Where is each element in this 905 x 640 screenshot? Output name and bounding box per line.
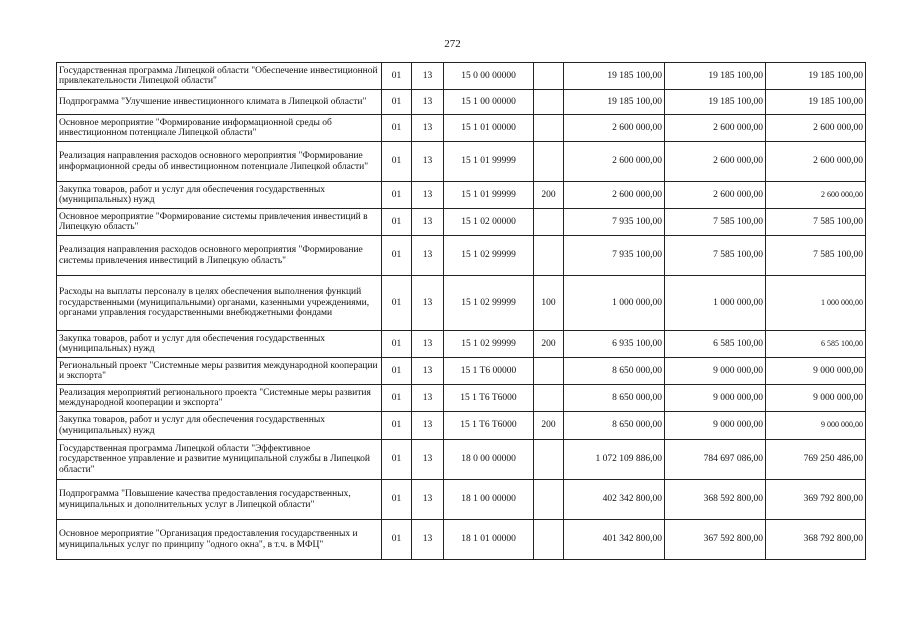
section-cell: 01 [382,440,412,480]
amount-year2-cell: 2 600 000,00 [665,142,766,182]
amount-year1-cell: 6 935 100,00 [564,331,665,358]
row-name-cell: Государственная программа Липецкой области "Эффективное государственное управление и развитие муниципальной службы в Липецкой области" [57,440,382,480]
target-article-cell: 15 1 T6 T6000 [444,385,534,412]
amount-year2-cell: 19 185 100,00 [665,63,766,90]
table-row [57,63,866,90]
expense-type-cell [534,480,564,520]
section-cell: 01 [382,209,412,236]
target-article-cell: 15 1 02 99999 [444,276,534,331]
subsection-cell: 13 [412,63,444,90]
amount-year3-cell: 7 585 100,00 [766,236,866,276]
target-article-cell: 18 1 00 00000 [444,480,534,520]
target-article-cell: 15 0 00 00000 [444,63,534,90]
amount-year3-cell: 2 600 000,00 [766,115,866,142]
expense-type-cell [534,90,564,115]
amount-year1-cell: 402 342 800,00 [564,480,665,520]
subsection-cell: 13 [412,520,444,560]
subsection-cell: 13 [412,182,444,209]
table-row [57,142,866,182]
amount-year2-cell: 9 000 000,00 [665,385,766,412]
section-cell: 01 [382,182,412,209]
amount-year3-cell: 6 585 100,00 [766,331,866,358]
amount-year1-cell: 2 600 000,00 [564,182,665,209]
subsection-cell: 13 [412,90,444,115]
page-number: 272 [444,38,461,50]
expense-type-cell: 200 [534,331,564,358]
target-article-cell: 15 1 T6 00000 [444,358,534,385]
section-cell: 01 [382,63,412,90]
section-cell: 01 [382,115,412,142]
amount-year3-cell: 9 000 000,00 [766,385,866,412]
row-name-cell: Основное мероприятие "Организация предоставления государственных и муниципальных услуг по принципу "одного окна", в т.ч. в МФЦ" [57,520,382,560]
target-article-cell: 15 1 02 99999 [444,331,534,358]
row-name-cell: Расходы на выплаты персоналу в целях обеспечения выполнения функций государственными (муниципальными) органами, казенными учреждениями, органами управления государственными внебюджетными фондами [57,276,382,331]
table-row [57,331,866,358]
table-row [57,276,866,331]
table-row [57,236,866,276]
amount-year2-cell: 9 000 000,00 [665,358,766,385]
row-name-cell: Региональный проект "Системные меры развития международной кооперации и экспорта" [57,358,382,385]
amount-year1-cell: 2 600 000,00 [564,115,665,142]
amount-year2-cell: 2 600 000,00 [665,115,766,142]
expense-type-cell: 200 [534,182,564,209]
table-row [57,385,866,412]
amount-year1-cell: 1 000 000,00 [564,276,665,331]
table-row [57,209,866,236]
subsection-cell: 13 [412,331,444,358]
amount-year2-cell: 6 585 100,00 [665,331,766,358]
amount-year3-cell: 769 250 486,00 [766,440,866,480]
expense-type-cell [534,63,564,90]
amount-year1-cell: 8 650 000,00 [564,385,665,412]
amount-year1-cell: 7 935 100,00 [564,209,665,236]
table-row [57,440,866,480]
amount-year3-cell: 2 600 000,00 [766,142,866,182]
row-name-cell: Закупка товаров, работ и услуг для обеспечения государственных (муниципальных) нужд [57,412,382,440]
amount-year2-cell: 7 585 100,00 [665,209,766,236]
expense-type-cell [534,358,564,385]
section-cell: 01 [382,520,412,560]
subsection-cell: 13 [412,440,444,480]
expense-type-cell [534,209,564,236]
section-cell: 01 [382,358,412,385]
amount-year1-cell: 2 600 000,00 [564,142,665,182]
target-article-cell: 15 1 01 99999 [444,142,534,182]
amount-year1-cell: 8 650 000,00 [564,412,665,440]
row-name-cell: Закупка товаров, работ и услуг для обеспечения государственных (муниципальных) нужд [57,182,382,209]
subsection-cell: 13 [412,276,444,331]
row-name-cell: Реализация направления расходов основного мероприятия "Формирование информационной среды об инвестиционном потенциале Липецкой области" [57,142,382,182]
budget-table [56,62,866,560]
expense-type-cell [534,142,564,182]
target-article-cell: 15 1 00 00000 [444,90,534,115]
amount-year2-cell: 368 592 800,00 [665,480,766,520]
row-name-cell: Подпрограмма "Повышение качества предоставления государственных, муниципальных и дополнительных услуг в Липецкой области" [57,480,382,520]
expense-type-cell [534,440,564,480]
amount-year3-cell: 368 792 800,00 [766,520,866,560]
subsection-cell: 13 [412,142,444,182]
section-cell: 01 [382,90,412,115]
table-row [57,412,866,440]
amount-year1-cell: 7 935 100,00 [564,236,665,276]
target-article-cell: 15 1 02 00000 [444,209,534,236]
table-body [57,63,866,560]
section-cell: 01 [382,236,412,276]
row-name-cell: Государственная программа Липецкой области "Обеспечение инвестиционной привлекательности Липецкой области" [57,63,382,90]
amount-year3-cell: 19 185 100,00 [766,63,866,90]
section-cell: 01 [382,385,412,412]
section-cell: 01 [382,412,412,440]
expense-type-cell [534,236,564,276]
section-cell: 01 [382,142,412,182]
table-row [57,90,866,115]
row-name-cell: Реализация направления расходов основного мероприятия "Формирование системы привлечения инвестиций в Липецкую область" [57,236,382,276]
target-article-cell: 15 1 02 99999 [444,236,534,276]
amount-year2-cell: 1 000 000,00 [665,276,766,331]
amount-year3-cell: 9 000 000,00 [766,358,866,385]
section-cell: 01 [382,480,412,520]
amount-year2-cell: 2 600 000,00 [665,182,766,209]
target-article-cell: 18 1 01 00000 [444,520,534,560]
subsection-cell: 13 [412,480,444,520]
amount-year3-cell: 369 792 800,00 [766,480,866,520]
amount-year2-cell: 784 697 086,00 [665,440,766,480]
expense-type-cell: 100 [534,276,564,331]
amount-year3-cell: 9 000 000,00 [766,412,866,440]
amount-year1-cell: 401 342 800,00 [564,520,665,560]
target-article-cell: 18 0 00 00000 [444,440,534,480]
expense-type-cell [534,520,564,560]
amount-year2-cell: 367 592 800,00 [665,520,766,560]
table-row [57,480,866,520]
amount-year1-cell: 1 072 109 886,00 [564,440,665,480]
amount-year2-cell: 19 185 100,00 [665,90,766,115]
expense-type-cell [534,385,564,412]
subsection-cell: 13 [412,358,444,385]
row-name-cell: Реализация мероприятий регионального проекта "Системные меры развития международной кооперации и экспорта" [57,385,382,412]
amount-year2-cell: 9 000 000,00 [665,412,766,440]
expense-type-cell: 200 [534,412,564,440]
section-cell: 01 [382,276,412,331]
expense-type-cell [534,115,564,142]
amount-year3-cell: 19 185 100,00 [766,90,866,115]
amount-year3-cell: 1 000 000,00 [766,276,866,331]
amount-year1-cell: 19 185 100,00 [564,63,665,90]
table-row [57,520,866,560]
section-cell: 01 [382,331,412,358]
table-row [57,358,866,385]
row-name-cell: Подпрограмма "Улучшение инвестиционного климата в Липецкой области" [57,90,382,115]
subsection-cell: 13 [412,236,444,276]
amount-year3-cell: 7 585 100,00 [766,209,866,236]
table-row [57,115,866,142]
target-article-cell: 15 1 01 00000 [444,115,534,142]
row-name-cell: Основное мероприятие "Формирование системы привлечения инвестиций в Липецкую область" [57,209,382,236]
subsection-cell: 13 [412,115,444,142]
row-name-cell: Закупка товаров, работ и услуг для обеспечения государственных (муниципальных) нужд [57,331,382,358]
target-article-cell: 15 1 01 99999 [444,182,534,209]
row-name-cell: Основное мероприятие "Формирование информационной среды об инвестиционном потенциале Липецкой области" [57,115,382,142]
amount-year1-cell: 19 185 100,00 [564,90,665,115]
amount-year2-cell: 7 585 100,00 [665,236,766,276]
table-row [57,182,866,209]
subsection-cell: 13 [412,209,444,236]
subsection-cell: 13 [412,412,444,440]
subsection-cell: 13 [412,385,444,412]
amount-year3-cell: 2 600 000,00 [766,182,866,209]
amount-year1-cell: 8 650 000,00 [564,358,665,385]
target-article-cell: 15 1 T6 T6000 [444,412,534,440]
